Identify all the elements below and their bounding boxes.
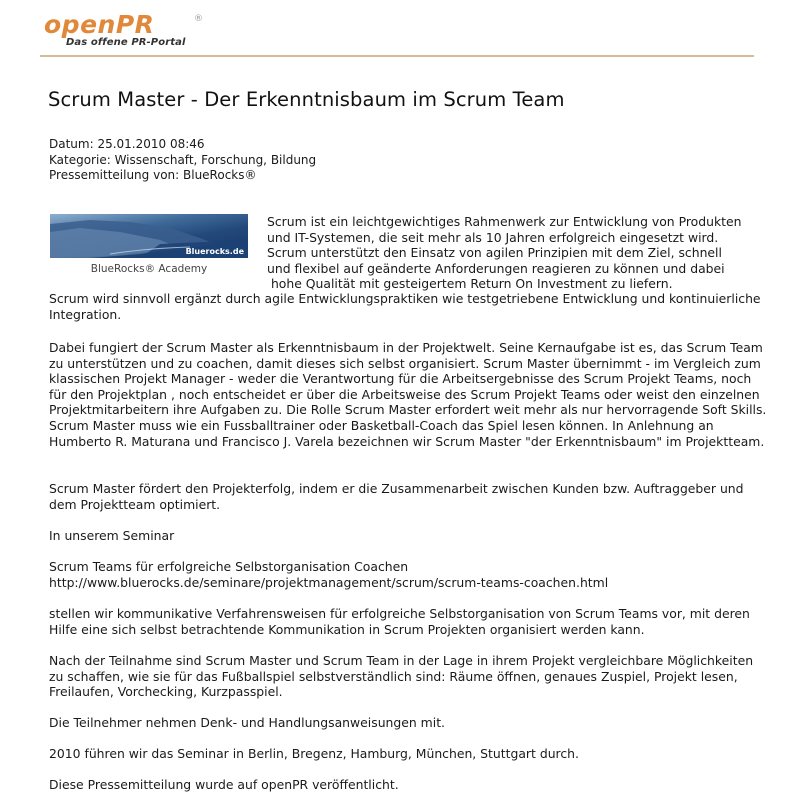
paragraph-seminar-intro: In unserem Seminar [49,528,175,543]
article-publisher: Pressemitteilung von: BlueRocks® [49,168,257,182]
lead-line: Scrum unterstützt den Einsatz von agilen Prinzipien mit dem Ziel, schnell [267,245,722,261]
paragraph-success: Scrum Master fördert den Projekterfolg, indem er die Zusammenarbeit zwischen Kunden bzw. Auftraggeber und dem Projektteam optimiert. [49,481,744,512]
lead-line: und IT-Systemen, die seit mehr als 10 Jahren erfolgreich eingesetzt wird. [267,229,719,245]
article-title: Scrum Master - Der Erkenntnisbaum im Scrum Team [48,88,565,111]
image-watermark: Bluerocks.de [185,247,244,256]
article-category: Kategorie: Wissenschaft, Forschung, Bildung [49,152,317,167]
published-notice: Diese Pressemitteilung wurde auf openPR veröffentlicht. [49,777,399,792]
logo-wordmark: openPR [44,10,155,39]
figure-caption: BlueRocks® Academy [90,263,208,275]
lead-continuation: Scrum wird sinnvoll ergänzt durch agile Entwicklungspraktiken wie testgetriebene Entwicklung und kontinuierliche Integration. [49,291,761,322]
seminar-title: Scrum Teams für erfolgreiche Selbstorganisation Coachen [49,559,409,574]
lead-line: und flexibel auf geänderte Anforderungen reagieren zu können und dabei [267,260,725,276]
openpr-logo[interactable] [44,12,214,52]
paragraph-role: Dabei fungiert der Scrum Master als Erkenntnisbaum in der Projektwelt. Seine Kernaufgabe ist es, das Scrum Team zu unterstützen und zu coachen, damit dieses sich selbst organisiert. Scrum Master übernimmt - im Vergleich zum klassischen Projekt Manager - weder die Verantwortung für die Arbeitsergebnisse des Scrum Projekt Teams, noch für den Projektplan , noch entscheidet er über die Arbeitsweise des Scrum Projekt Teams oder weist den einzelnen Projektmitarbeitern ihre Aufgaben zu. Die Rolle Scrum Master erfordert weit mehr als nur hervorragende Soft Skills. Scrum Master muss wie ein Fussballtrainer oder Basketball-Coach das Spiel lesen können. In Anlehnung an Humberto R. Maturana und Francisco J. Varela bezeichnen wir Scrum Master "der Erkenntnisbaum" im Projektteam. [49,340,767,449]
lead-paragraph [267,214,767,292]
seminar-link[interactable]: http://www.bluerocks.de/seminare/projektmanagement/scrum/scrum-teams-coachen.html [49,575,609,590]
lead-line: hohe Qualität mit gesteigertem Return On Investment zu liefern. [267,276,673,292]
article-date: Datum: 25.01.2010 08:46 [49,137,205,151]
coastline-image[interactable] [50,214,248,258]
article-figure [50,214,248,275]
article-meta [49,137,316,184]
paragraph-locations: 2010 führen wir das Seminar in Berlin, Bregenz, Hamburg, München, Stuttgart durch. [49,746,579,761]
paragraph-takeaways: Die Teilnehmer nehmen Denk- und Handlungsanweisungen mit. [49,715,445,730]
paragraph-outcomes: Nach der Teilnahme sind Scrum Master und Scrum Team in der Lage in ihrem Projekt vergleichbare Möglichkeiten zu schaffen, wie sie für das Fußballspiel selbstverständlich sind: Räume öffnen, genaues Zuspiel, Projekt lesen, Freilaufen, Vorchecking, Kurzpasspiel. [49,653,754,700]
paragraph-methods: stellen wir kommunikative Verfahrensweisen für erfolgreiche Selbstorganisation von Scrum Teams vor, mit deren Hilfe eine sich selbst betrachtende Kommunikation in Scrum Projekten organisiert werden kann. [49,606,750,637]
header-divider [40,55,754,57]
registered-mark-icon: ® [194,14,203,24]
lead-line: Scrum ist ein leichtgewichtiges Rahmenwerk zur Entwicklung von Produkten [267,214,742,229]
logo-tagline: Das offene PR-Portal [66,37,186,48]
